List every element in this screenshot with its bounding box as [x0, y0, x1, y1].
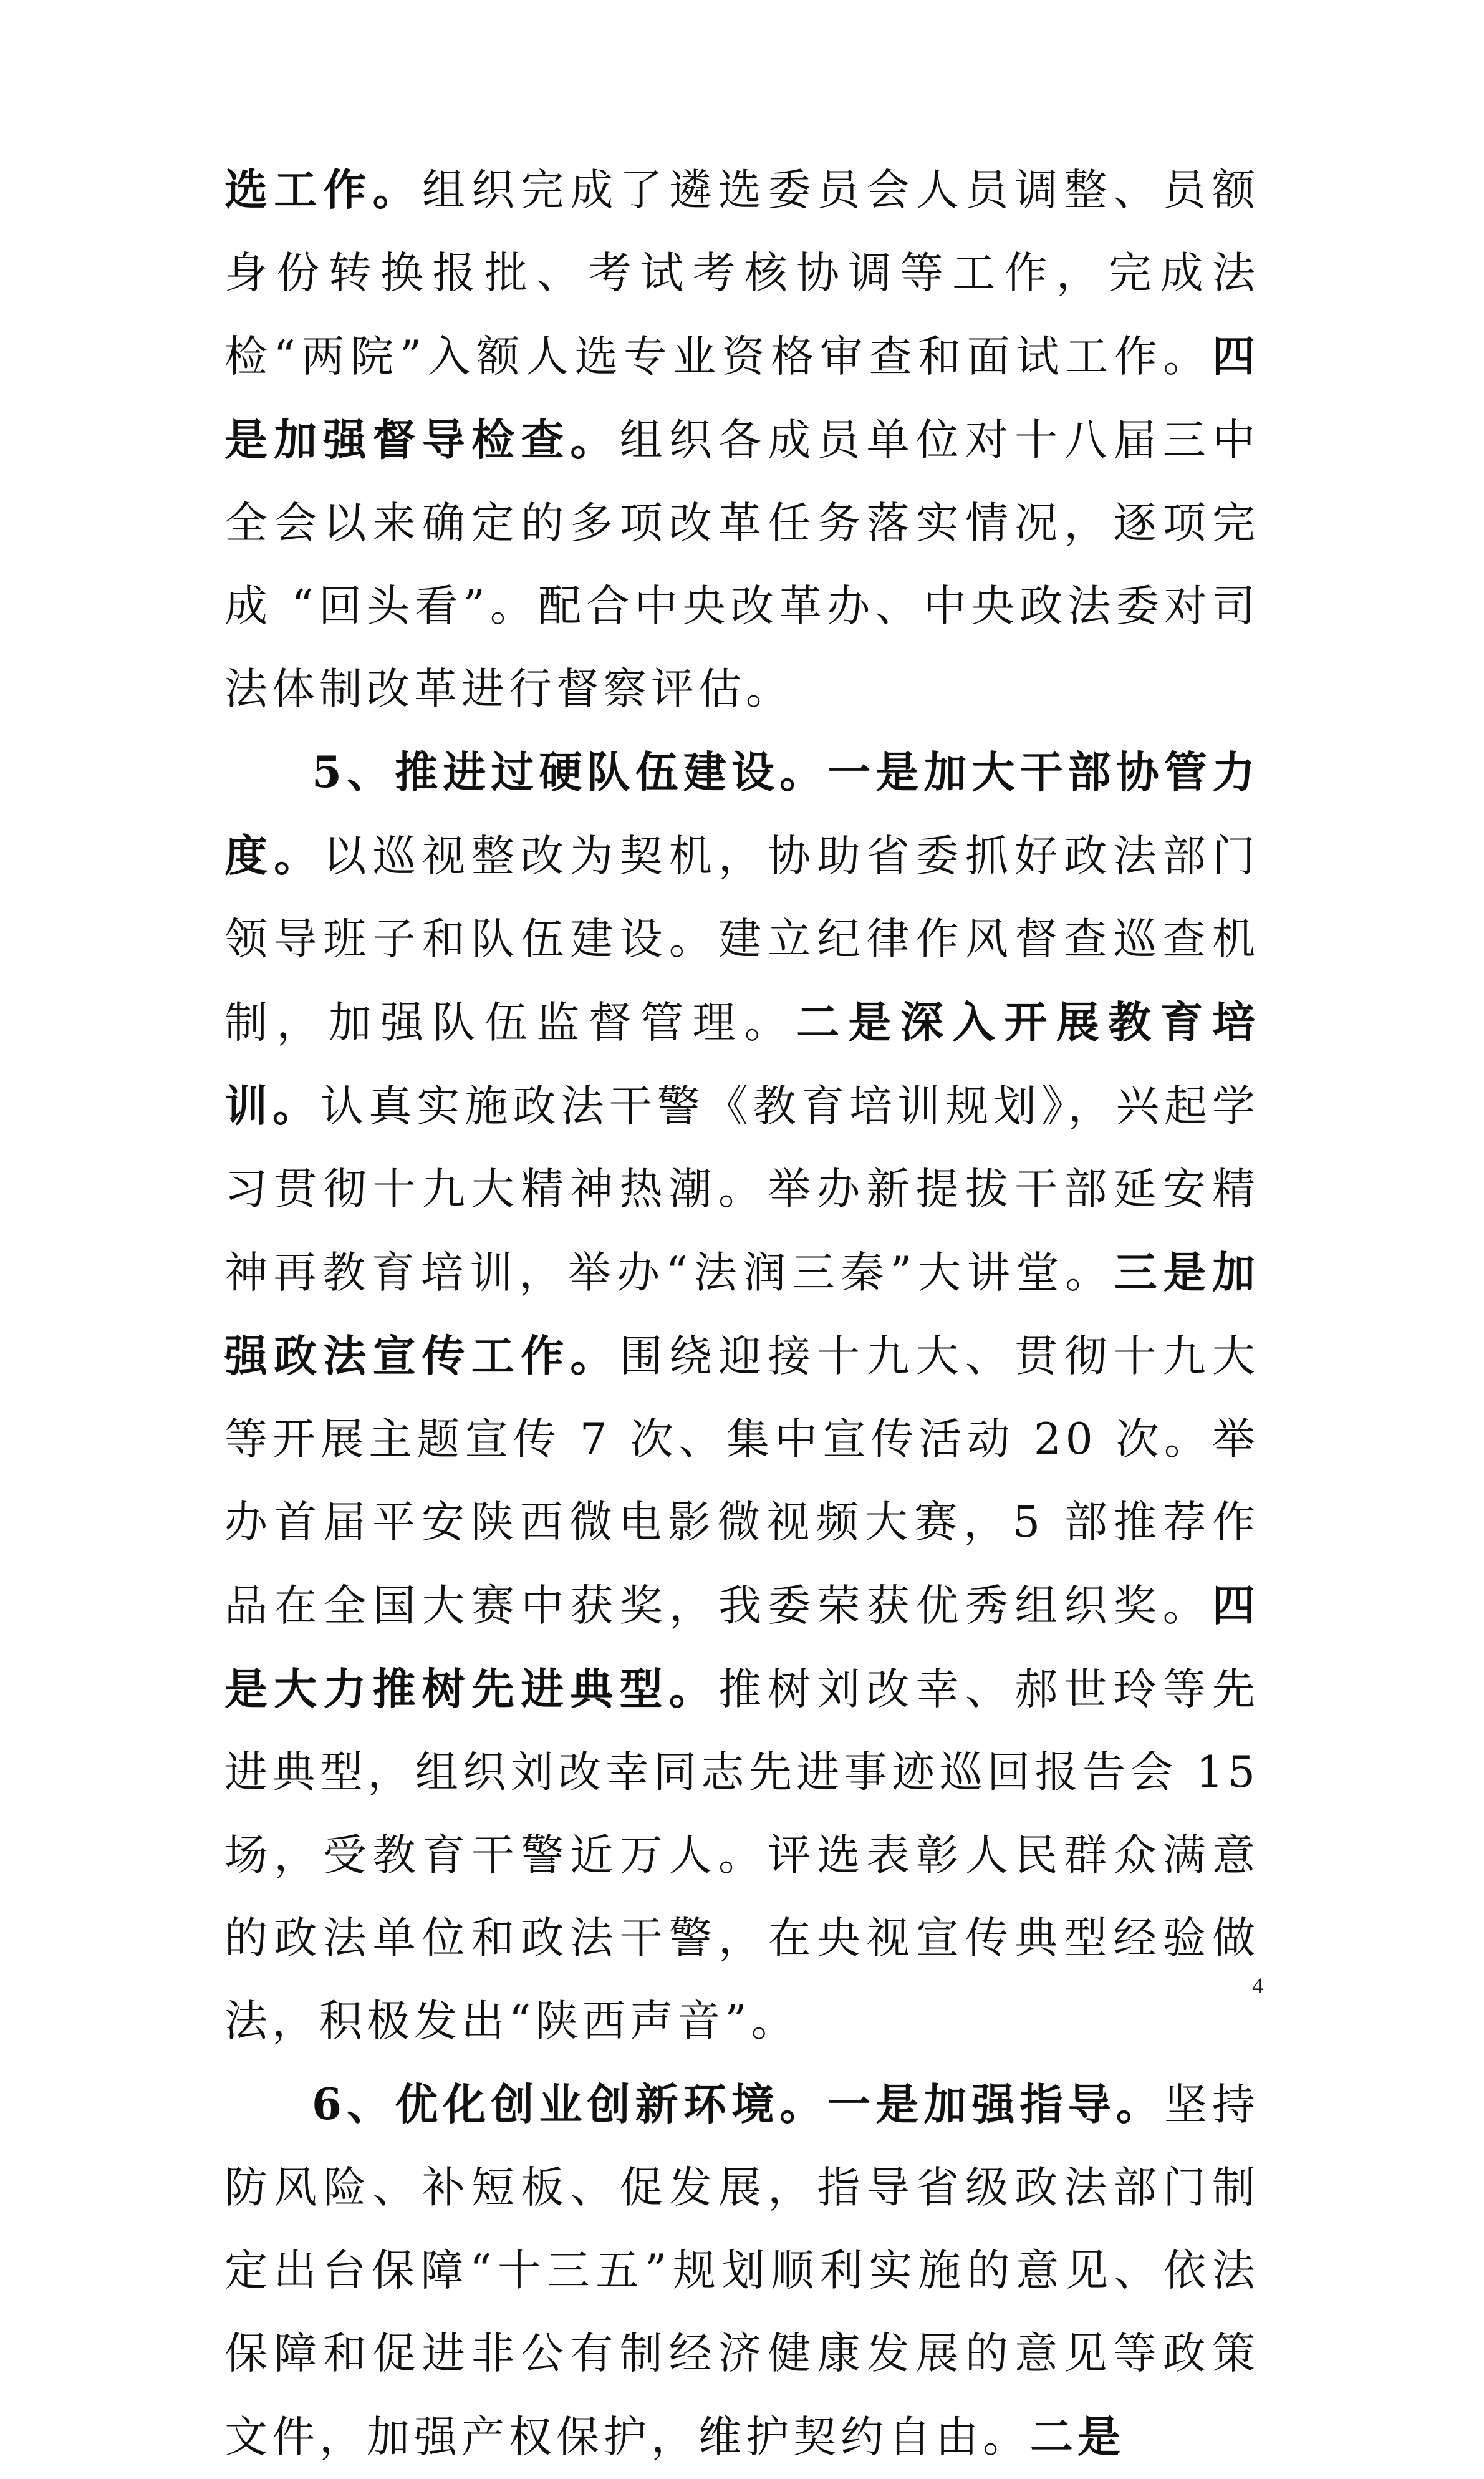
paragraph-1	[224, 148, 1260, 731]
page-number: 4	[1252, 1973, 1263, 1998]
body-text	[224, 148, 1260, 2479]
text-run: 围绕迎接十九大、贯彻十九大等开展主题宣传 7 次、集中宣传活动 20 次。举办首届平安陕西微电影微视频大赛，5 部推荐作品在全国大赛中获奖，我委荣获优秀组织奖。	[224, 1331, 1260, 1631]
paragraph-2	[224, 731, 1260, 2063]
section-heading: 6、优化创业创新环境。一是加强指导。	[312, 2079, 1164, 2130]
text-run: 坚持防风险、补短板、促发展，指导省级政法部门制定出台保障“十三五”规划顺利实施的意见、依法保障和促进非公有制经济健康发展的意见等政策文件，加强产权保护，维护契约自由。	[224, 2080, 1260, 2462]
text-run: 认真实施政法干警《教育培训规划》，兴起学习贯彻十九大精神热潮。举办新提拔干部延安精神再教育培训，举办“法润三秦”大讲堂。	[224, 1081, 1260, 1298]
text-run: 以巡视整改为契机，协助省委抓好政法部门领导班子和队伍建设。建立纪律作风督查巡查机制，加强队伍监督管理。	[224, 831, 1260, 1048]
emphasis-run: 四是加强督导检查。	[224, 331, 1260, 465]
text-run: 组织完成了遴选委员会人员调整、员额身份转换报批、考试考核协调等工作，完成法检“两院”入额人选专业资格审查和面试工作。	[224, 165, 1260, 382]
emphasis-run: 选工作。	[224, 165, 422, 215]
text-run: 组织各成员单位对十八届三中全会以来确定的多项改革任务落实情况，逐项完成 “回头看”。配合中央改革办、中央政法委对司法体制改革进行督察评估。	[224, 415, 1260, 714]
emphasis-run: 二是深入开展教育培训。	[224, 997, 1260, 1131]
emphasis-run: 三是加强政法宣传工作。	[224, 1247, 1260, 1381]
text-run: 推树刘改幸、郝世玲等先进典型，组织刘改幸同志先进事迹巡回报告会 15 场，受教育干警近万人。评选表彰人民群众满意的政法单位和政法干警，在央视宣传典型经验做法，积极发出“陕西声音”。	[224, 1665, 1260, 2046]
paragraph-3	[224, 2063, 1260, 2479]
section-heading: 5、推进过硬队伍建设。一是加大干部协管力度。	[224, 747, 1260, 881]
emphasis-run: 四是大力推树先进典型。	[224, 1580, 1260, 1714]
emphasis-run: 二是	[1030, 2412, 1125, 2462]
